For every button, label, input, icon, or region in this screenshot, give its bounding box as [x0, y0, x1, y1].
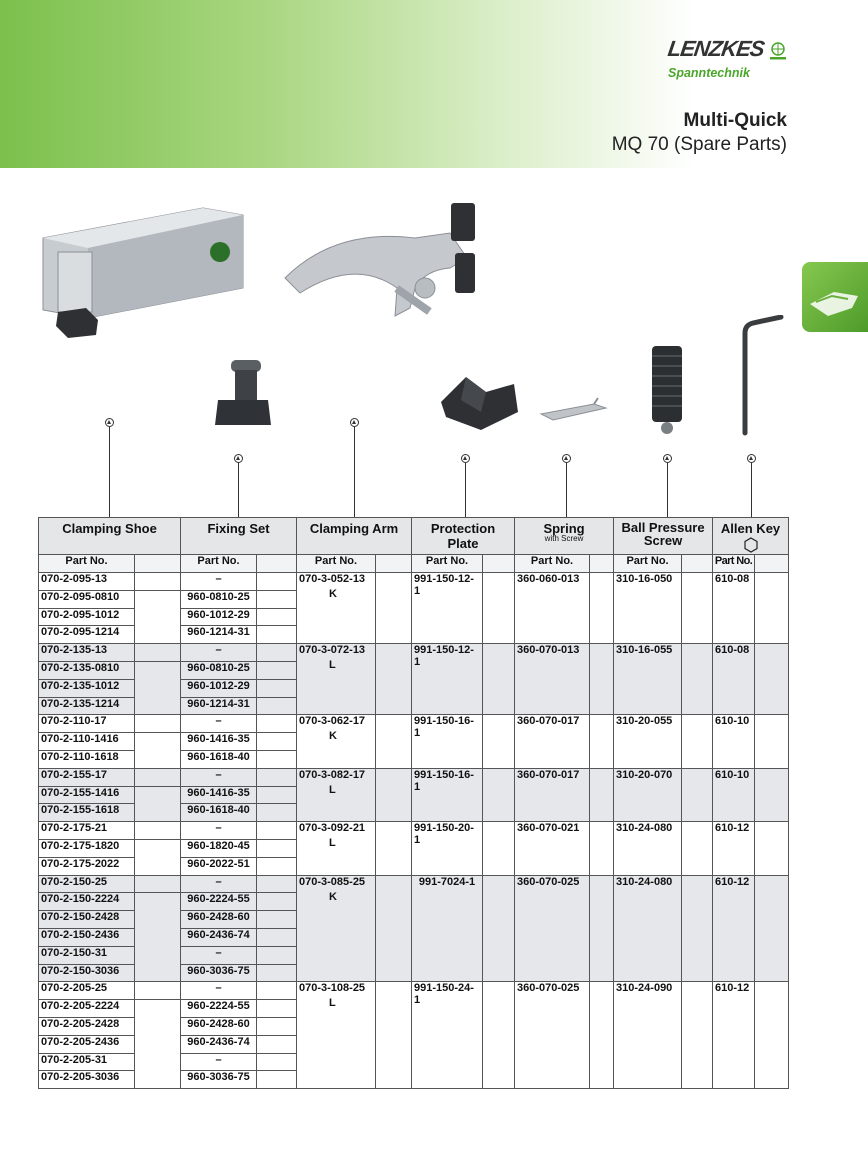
spacer-cell [483, 768, 515, 821]
fixing-set-part-no: – [181, 1053, 257, 1071]
spacer-cell [755, 768, 789, 821]
spacer-cell [682, 875, 713, 982]
spacer-cell [257, 893, 297, 911]
clamping-shoe-part-no: 070-2-175-2022 [39, 857, 135, 875]
part-no-header: Part No. [181, 555, 257, 573]
spacer-cell [257, 839, 297, 857]
spacer-cell [135, 786, 181, 822]
connector-line [465, 463, 466, 517]
spacer-cell [755, 573, 789, 644]
marker-spring [562, 454, 571, 463]
clamping-shoe-part-no: 070-2-205-2436 [39, 1035, 135, 1053]
allen-key-part-no: 610-10 [713, 768, 755, 821]
clamping-shoe-part-no: 070-2-175-1820 [39, 839, 135, 857]
spacer-cell [257, 697, 297, 715]
spacer-cell [682, 715, 713, 768]
fixing-set-part-no: – [181, 768, 257, 786]
fixing-set-part-no: 960-2224-55 [181, 1000, 257, 1018]
allen-key-part-no: 610-12 [713, 875, 755, 982]
clamping-arm-type: L [329, 837, 336, 850]
spacer-cell [376, 982, 412, 1089]
clamping-shoe-part-no: 070-2-150-2436 [39, 928, 135, 946]
clamping-arm-type: K [329, 588, 337, 600]
col-protection-plate: Protection Plate [412, 518, 515, 555]
part-no-header: Part No. [297, 555, 376, 573]
spacer-cell [257, 626, 297, 644]
allen-key-part-no: 610-08 [713, 573, 755, 644]
spring-part-no: 360-070-017 [515, 768, 590, 821]
part-no-header: Part No. [39, 555, 135, 573]
clamping-arm-type: L [329, 783, 336, 796]
spacer-cell [590, 644, 614, 715]
clamping-shoe-part-no: 070-2-095-1012 [39, 608, 135, 626]
col-clamping-arm: Clamping Arm [297, 518, 412, 555]
fixing-set-part-no: 960-3036-75 [181, 964, 257, 982]
logo-subtitle: Spanntechnik [668, 66, 750, 80]
protection-plate-part-no: 991-150-12-1 [412, 644, 483, 715]
logo-globe-icon [770, 40, 786, 62]
page-subtitle: MQ 70 (Spare Parts) [611, 134, 787, 155]
clamping-shoe-part-no: 070-2-150-2428 [39, 911, 135, 929]
clamping-arm-cell [297, 715, 376, 768]
col-clamping-shoe: Clamping Shoe [39, 518, 181, 555]
clamping-shoe-part-no: 070-2-150-31 [39, 946, 135, 964]
fixing-set-part-no: 960-2436-74 [181, 928, 257, 946]
spring-image [538, 396, 608, 432]
clamping-shoe-part-no: 070-2-095-1214 [39, 626, 135, 644]
spacer-cell [257, 679, 297, 697]
fixing-set-part-no: – [181, 822, 257, 840]
fixing-set-part-no: – [181, 573, 257, 591]
spacer-cell [257, 964, 297, 982]
spacer-cell [483, 982, 515, 1089]
spacer-cell [135, 661, 181, 714]
clamping-shoe-part-no: 070-2-205-2224 [39, 1000, 135, 1018]
spacer-cell [682, 573, 713, 644]
clamping-shoe-part-no: 070-2-110-17 [39, 715, 135, 733]
clamping-shoe-part-no: 070-2-155-17 [39, 768, 135, 786]
spring-part-no: 360-070-017 [515, 715, 590, 768]
spacer-cell [135, 644, 181, 662]
allen-key-part-no: 610-12 [713, 822, 755, 875]
clamping-arm-part-no: 070-3-082-17 [299, 768, 366, 781]
part-no-header: Part No. [614, 555, 682, 573]
ball-pressure-screw-image [644, 340, 690, 440]
clamping-shoe-part-no: 070-2-175-21 [39, 822, 135, 840]
clamping-shoe-part-no: 070-2-150-3036 [39, 964, 135, 982]
fixing-set-part-no: 960-1214-31 [181, 697, 257, 715]
table-row [39, 768, 789, 786]
clamping-arm-cell [297, 822, 376, 875]
clamping-shoe-image [38, 200, 250, 350]
spacer-cell [257, 786, 297, 804]
spacer-cell [257, 1000, 297, 1018]
spacer-cell [257, 982, 297, 1000]
connector-line [238, 463, 239, 517]
clamping-arm-part-no: 070-3-108-25 [299, 982, 366, 995]
fixing-set-part-no: 960-1618-40 [181, 804, 257, 822]
fixing-set-part-no: 960-1012-29 [181, 608, 257, 626]
connector-line [751, 463, 752, 517]
marker-allen-key [747, 454, 756, 463]
page-title: Multi-Quick [683, 110, 787, 131]
clamping-shoe-part-no: 070-2-135-13 [39, 644, 135, 662]
spacer-cell [483, 644, 515, 715]
connector-line [109, 427, 110, 517]
spacer-cell [483, 715, 515, 768]
col-ball-pressure-screw: Ball Pressure Screw [614, 518, 713, 555]
clamping-arm-type: K [329, 730, 337, 743]
clamping-arm-cell [297, 768, 376, 821]
spacer-cell [755, 982, 789, 1089]
spacer-cell [257, 1053, 297, 1071]
fixing-set-part-no: – [181, 875, 257, 893]
marker-fixing-set [234, 454, 243, 463]
spacer-cell [135, 982, 181, 1000]
clamping-arm-cell [297, 875, 376, 982]
clamping-arm-part-no: 070-3-092-21 [299, 822, 366, 835]
fixing-set-part-no: – [181, 982, 257, 1000]
fixing-set-part-no: 960-1416-35 [181, 786, 257, 804]
ball-pressure-screw-part-no: 310-24-080 [614, 875, 682, 982]
allen-key-part-no: 610-10 [713, 715, 755, 768]
spacer-cell [257, 573, 297, 591]
table-row [39, 982, 789, 1000]
spacer-cell [257, 608, 297, 626]
product-category-tab[interactable] [802, 262, 868, 332]
clamping-shoe-part-no: 070-2-205-25 [39, 982, 135, 1000]
allen-key-part-no: 610-12 [713, 982, 755, 1089]
spacer-cell [257, 875, 297, 893]
clamping-arm-image [275, 198, 493, 348]
spacer-cell [483, 822, 515, 875]
spare-parts-table [38, 517, 789, 1089]
logo-wordmark: LENZKES [666, 36, 766, 61]
spacer-cell [682, 982, 713, 1089]
protection-plate-part-no: 991-7024-1 [412, 875, 483, 982]
fixing-set-part-no: 960-2428-60 [181, 911, 257, 929]
clamp-product-icon [802, 262, 868, 332]
spacer-cell [682, 644, 713, 715]
fixing-set-image [213, 355, 273, 435]
spacer-cell [755, 644, 789, 715]
lenzkes-logo [668, 36, 788, 86]
spring-part-no: 360-070-021 [515, 822, 590, 875]
spacer-cell [135, 768, 181, 786]
spacer-cell [135, 715, 181, 733]
marker-clamping-arm [350, 418, 359, 427]
clamping-shoe-part-no: 070-2-110-1416 [39, 733, 135, 751]
spacer-cell [376, 875, 412, 982]
clamping-arm-part-no: 070-3-052-13 [299, 573, 366, 585]
spacer-cell [257, 750, 297, 768]
spring-part-no: 360-070-013 [515, 644, 590, 715]
ball-pressure-screw-part-no: 310-20-055 [614, 715, 682, 768]
clamping-shoe-part-no: 070-2-150-25 [39, 875, 135, 893]
ball-pressure-screw-part-no: 310-24-080 [614, 822, 682, 875]
spring-label: Spring [543, 521, 585, 536]
clamping-shoe-part-no: 070-2-135-1214 [39, 697, 135, 715]
spacer-cell [257, 911, 297, 929]
spacer-cell [376, 573, 412, 644]
clamping-shoe-part-no: 070-2-205-3036 [39, 1071, 135, 1089]
table-body [39, 573, 789, 1089]
spacer-cell [257, 822, 297, 840]
spacer-cell [483, 875, 515, 982]
spacer-cell [257, 1071, 297, 1089]
spacer-cell [590, 768, 614, 821]
fixing-set-part-no: – [181, 644, 257, 662]
ball-pressure-screw-part-no: 310-16-050 [614, 573, 682, 644]
clamping-shoe-part-no: 070-2-205-2428 [39, 1017, 135, 1035]
clamping-arm-cell [297, 573, 376, 644]
spacer-cell [755, 875, 789, 982]
spacer-cell [135, 590, 181, 643]
spacer-cell [257, 857, 297, 875]
protection-plate-part-no: 991-150-12-1 [412, 573, 483, 644]
spacer-cell [483, 573, 515, 644]
hexagon-icon [743, 537, 759, 553]
allen-key-label: Allen Key [720, 521, 781, 536]
clamping-shoe-part-no: 070-2-135-1012 [39, 679, 135, 697]
protection-plate-part-no: 991-150-20-1 [412, 822, 483, 875]
fixing-set-part-no: 960-1214-31 [181, 626, 257, 644]
table-row [39, 875, 789, 893]
part-no-header: Part No. [713, 555, 755, 573]
fixing-set-part-no: 960-2428-60 [181, 1017, 257, 1035]
ball-pressure-screw-part-no: 310-16-055 [614, 644, 682, 715]
spacer-cell [135, 893, 181, 982]
spacer-cell [376, 715, 412, 768]
fixing-set-part-no: 960-1820-45 [181, 839, 257, 857]
spacer-cell [257, 1035, 297, 1053]
part-no-header: Part No. [412, 555, 483, 573]
spacer-cell [257, 715, 297, 733]
clamping-arm-type: L [329, 997, 336, 1010]
spacer-cell [257, 590, 297, 608]
spacer-cell [135, 1000, 181, 1089]
connector-line [566, 463, 567, 517]
clamping-shoe-part-no: 070-2-110-1618 [39, 750, 135, 768]
clamping-shoe-part-no: 070-2-095-0810 [39, 590, 135, 608]
marker-ball-pressure-screw [663, 454, 672, 463]
spacer-cell [257, 661, 297, 679]
spacer-cell [257, 1017, 297, 1035]
spacer-cell [376, 644, 412, 715]
clamping-shoe-part-no: 070-2-150-2224 [39, 893, 135, 911]
spacer-cell [135, 875, 181, 893]
fixing-set-part-no: 960-2022-51 [181, 857, 257, 875]
fixing-set-part-no: 960-3036-75 [181, 1071, 257, 1089]
spring-part-no: 360-070-025 [515, 982, 590, 1089]
spacer-cell [135, 573, 181, 591]
spring-part-no: 360-070-025 [515, 875, 590, 982]
clamping-arm-part-no: 070-3-085-25 [299, 875, 366, 888]
allen-key-image [735, 315, 785, 437]
spacer-cell [257, 946, 297, 964]
header-banner [0, 0, 868, 168]
table-row [39, 573, 789, 591]
clamping-arm-type: K [329, 890, 337, 903]
allen-key-part-no: 610-08 [713, 644, 755, 715]
spacer-cell [590, 875, 614, 982]
clamping-arm-cell [297, 982, 376, 1089]
spacer-cell [755, 715, 789, 768]
col-fixing-set: Fixing Set [181, 518, 297, 555]
table-row [39, 715, 789, 733]
ball-pressure-screw-part-no: 310-24-090 [614, 982, 682, 1089]
spring-part-no: 360-060-013 [515, 573, 590, 644]
protection-plate-image [436, 372, 520, 434]
fixing-set-part-no: – [181, 946, 257, 964]
clamping-shoe-part-no: 070-2-135-0810 [39, 661, 135, 679]
spacer-cell [257, 768, 297, 786]
spring-sublabel: with Screw [544, 534, 584, 543]
spacer-cell [376, 768, 412, 821]
fixing-set-part-no: 960-2224-55 [181, 893, 257, 911]
clamping-arm-type: L [329, 659, 336, 672]
spacer-cell [257, 644, 297, 662]
fixing-set-part-no: – [181, 715, 257, 733]
protection-plate-part-no: 991-150-24-1 [412, 982, 483, 1089]
spacer-cell [590, 573, 614, 644]
spacer-cell [755, 822, 789, 875]
clamping-arm-part-no: 070-3-062-17 [299, 715, 366, 728]
fixing-set-part-no: 960-1416-35 [181, 733, 257, 751]
connector-line [354, 427, 355, 517]
protection-plate-part-no: 991-150-16-1 [412, 768, 483, 821]
ball-pressure-screw-part-no: 310-20-070 [614, 768, 682, 821]
col-allen-key [713, 518, 789, 555]
clamping-shoe-part-no: 070-2-205-31 [39, 1053, 135, 1071]
table-row [39, 644, 789, 662]
spacer-cell [257, 733, 297, 751]
clamping-arm-cell [297, 644, 376, 715]
spacer-cell [257, 928, 297, 946]
fixing-set-part-no: 960-1618-40 [181, 750, 257, 768]
spacer-cell [135, 733, 181, 769]
clamping-arm-part-no: 070-3-072-13 [299, 644, 366, 657]
protection-plate-part-no: 991-150-16-1 [412, 715, 483, 768]
clamping-shoe-part-no: 070-2-155-1618 [39, 804, 135, 822]
fixing-set-part-no: 960-0810-25 [181, 661, 257, 679]
spacer-cell [682, 822, 713, 875]
clamping-shoe-part-no: 070-2-095-13 [39, 573, 135, 591]
spacer-cell [590, 715, 614, 768]
spacer-cell [590, 982, 614, 1089]
spacer-cell [135, 839, 181, 875]
spacer-cell [257, 804, 297, 822]
table-row [39, 822, 789, 840]
fixing-set-part-no: 960-2436-74 [181, 1035, 257, 1053]
fixing-set-part-no: 960-1012-29 [181, 679, 257, 697]
spacer-cell [590, 822, 614, 875]
clamping-shoe-part-no: 070-2-155-1416 [39, 786, 135, 804]
col-spring [515, 518, 614, 555]
marker-clamping-shoe [105, 418, 114, 427]
fixing-set-part-no: 960-0810-25 [181, 590, 257, 608]
spacer-cell [376, 822, 412, 875]
part-no-header: Part No. [515, 555, 590, 573]
spacer-cell [682, 768, 713, 821]
connector-line [667, 463, 668, 517]
marker-protection-plate [461, 454, 470, 463]
spacer-cell [135, 822, 181, 840]
